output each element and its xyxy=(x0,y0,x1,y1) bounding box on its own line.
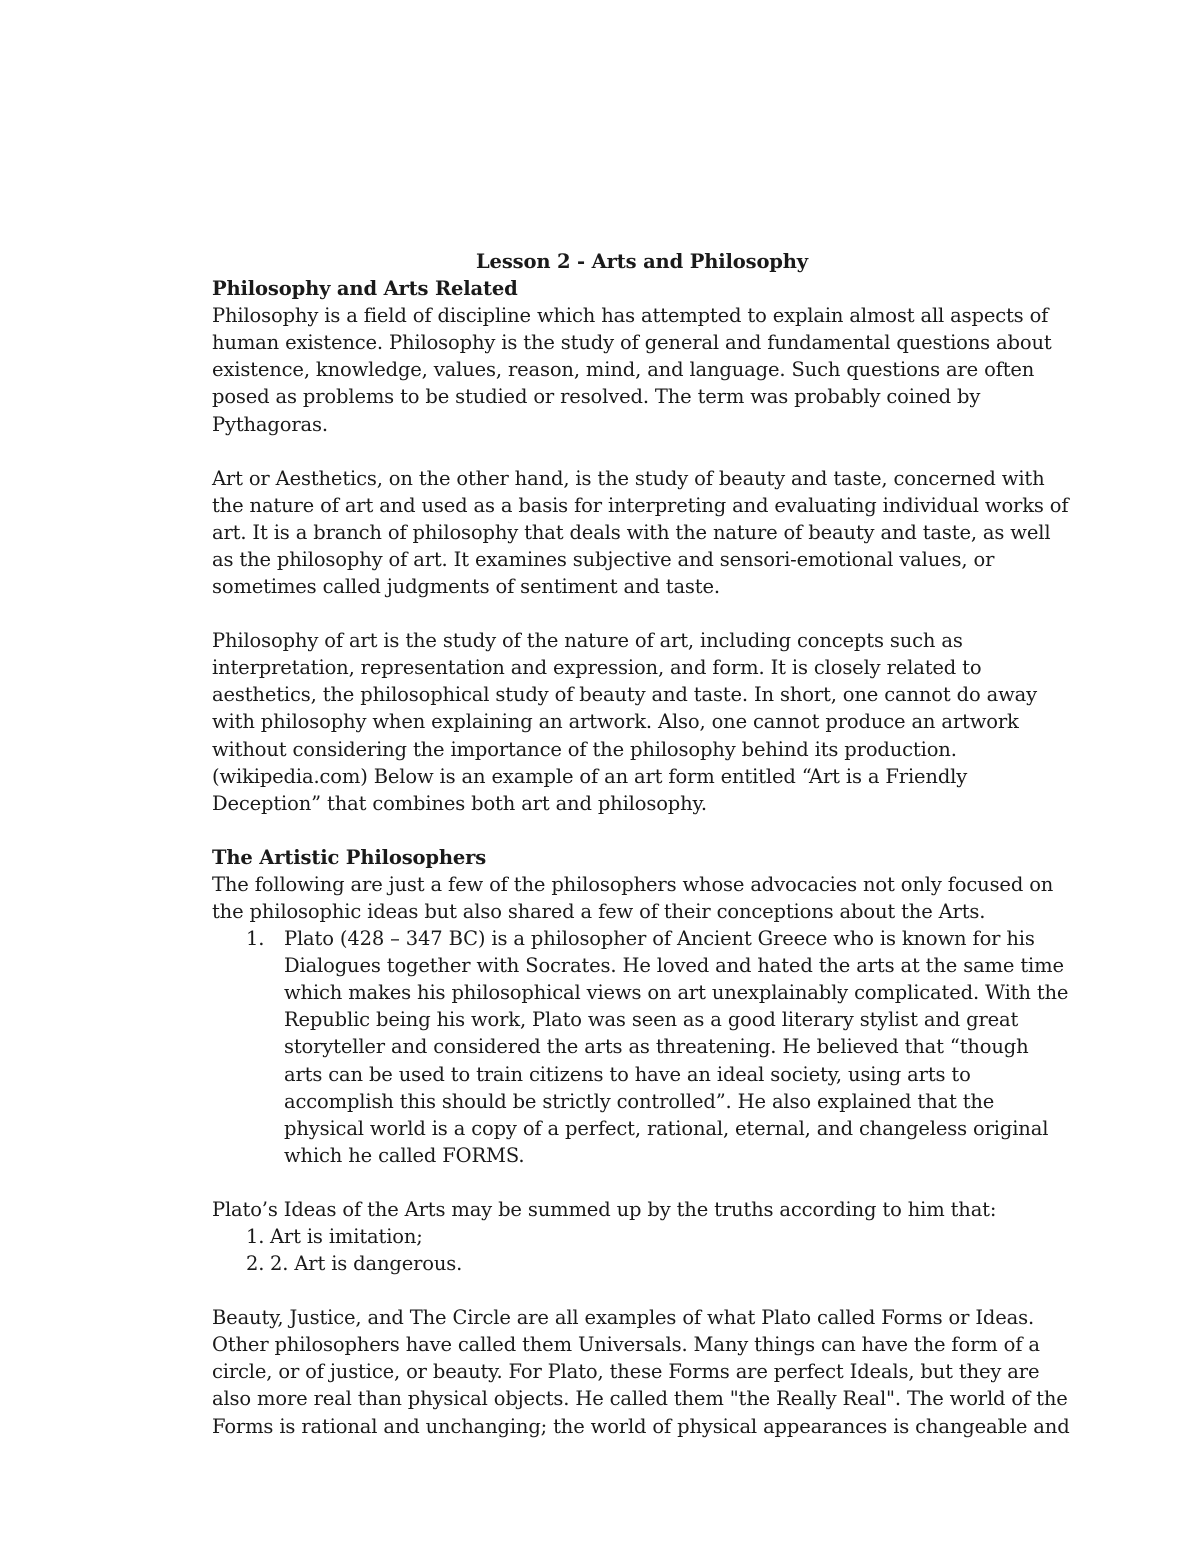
document-page xyxy=(212,248,1072,1440)
section-heading-artistic-philosophers: The Artistic Philosophers xyxy=(212,845,487,869)
list-item-text: 2. Art is dangerous. xyxy=(270,1252,463,1276)
paragraph-gap xyxy=(212,1169,1072,1196)
list-item-plato xyxy=(246,925,1072,1169)
list-number: 2. xyxy=(246,1252,265,1276)
list-item-truth xyxy=(246,1223,1072,1250)
list-item-text: Art is imitation; xyxy=(270,1225,423,1248)
truths-list xyxy=(212,1223,1072,1277)
list-item-truth xyxy=(246,1250,1072,1277)
section-heading-philosophy-arts: Philosophy and Arts Related xyxy=(212,277,518,301)
list-item-text: Plato (428 – 347 BC) is a philosopher of Ancient Greece who is known for his Dialogues together with Socrates. He loved and hated the arts at the same time which makes his philosophical views on art unexplainably complicated. With the Republic being his work, Plato was seen as a good literary stylist and great storyteller and considered the arts as threatening. He believed that “though arts can be used to train citizens to have an ideal society, using arts to accomplish this should be strictly controlled”. He also explained that the physical world is a copy of a perfect, rational, eternal, and changeless original which he called FORMS. xyxy=(284,927,1069,1167)
paragraph-aesthetics-definition: Art or Aesthetics, on the other hand, is the study of beauty and taste, concerned with the nature of art and used as a basis for interpreting and evaluating individual works of art. It is a branch of philosophy that deals with the nature of beauty and taste, as well as the philosophy of art. It examines subjective and sensori-emotional values, or sometimes called judgments of sentiment and taste. xyxy=(212,466,1069,599)
list-number: 1. xyxy=(246,1225,265,1248)
paragraph-philosophy-of-art: Philosophy of art is the study of the nature of art, including concepts such as interpretation, representation and expression, and form. It is closely related to aesthetics, the philosophical study of beauty and taste. In short, one cannot do away with philosophy when explaining an artwork. Also, one cannot produce an artwork without considering the importance of the philosophy behind its production. (wikipedia.com) Below is an example of an art form entitled “Art is a Friendly Deception” that combines both art and philosophy. xyxy=(212,629,1037,815)
paragraph-truths-intro: Plato’s Ideas of the Arts may be summed up by the truths according to him that: xyxy=(212,1197,997,1221)
paragraph-gap xyxy=(212,438,1072,465)
paragraph-philosophy-definition: Philosophy is a field of discipline which has attempted to explain almost all aspects of human existence. Philosophy is the study of general and fundamental questions about existence, knowledge, values, reason, mind, and language. Such questions are often posed as problems to be studied or resolved. The term was probably coined by Pythagoras. xyxy=(212,304,1052,436)
philosophers-list xyxy=(212,925,1072,1169)
page-title: Lesson 2 - Arts and Philosophy xyxy=(476,250,808,273)
paragraph-forms: Beauty, Justice, and The Circle are all examples of what Plato called Forms or Ideas. Other philosophers have called them Universals. Many things can have the form of a circle, or of justice, or beauty. For Plato, these Forms are perfect Ideals, but they are also more real than physical objects. He called them "the Really Real". The world of the Forms is rational and unchanging; the world of physical appearances is changeable and xyxy=(212,1306,1070,1438)
list-number: 1. xyxy=(246,927,265,951)
paragraph-gap xyxy=(212,600,1072,627)
paragraph-gap xyxy=(212,1277,1072,1304)
paragraph-gap xyxy=(212,817,1072,844)
paragraph-philosophers-intro: The following are just a few of the philosophers whose advocacies not only focused on the philosophic ideas but also shared a few of their conceptions about the Arts. xyxy=(212,872,1054,923)
